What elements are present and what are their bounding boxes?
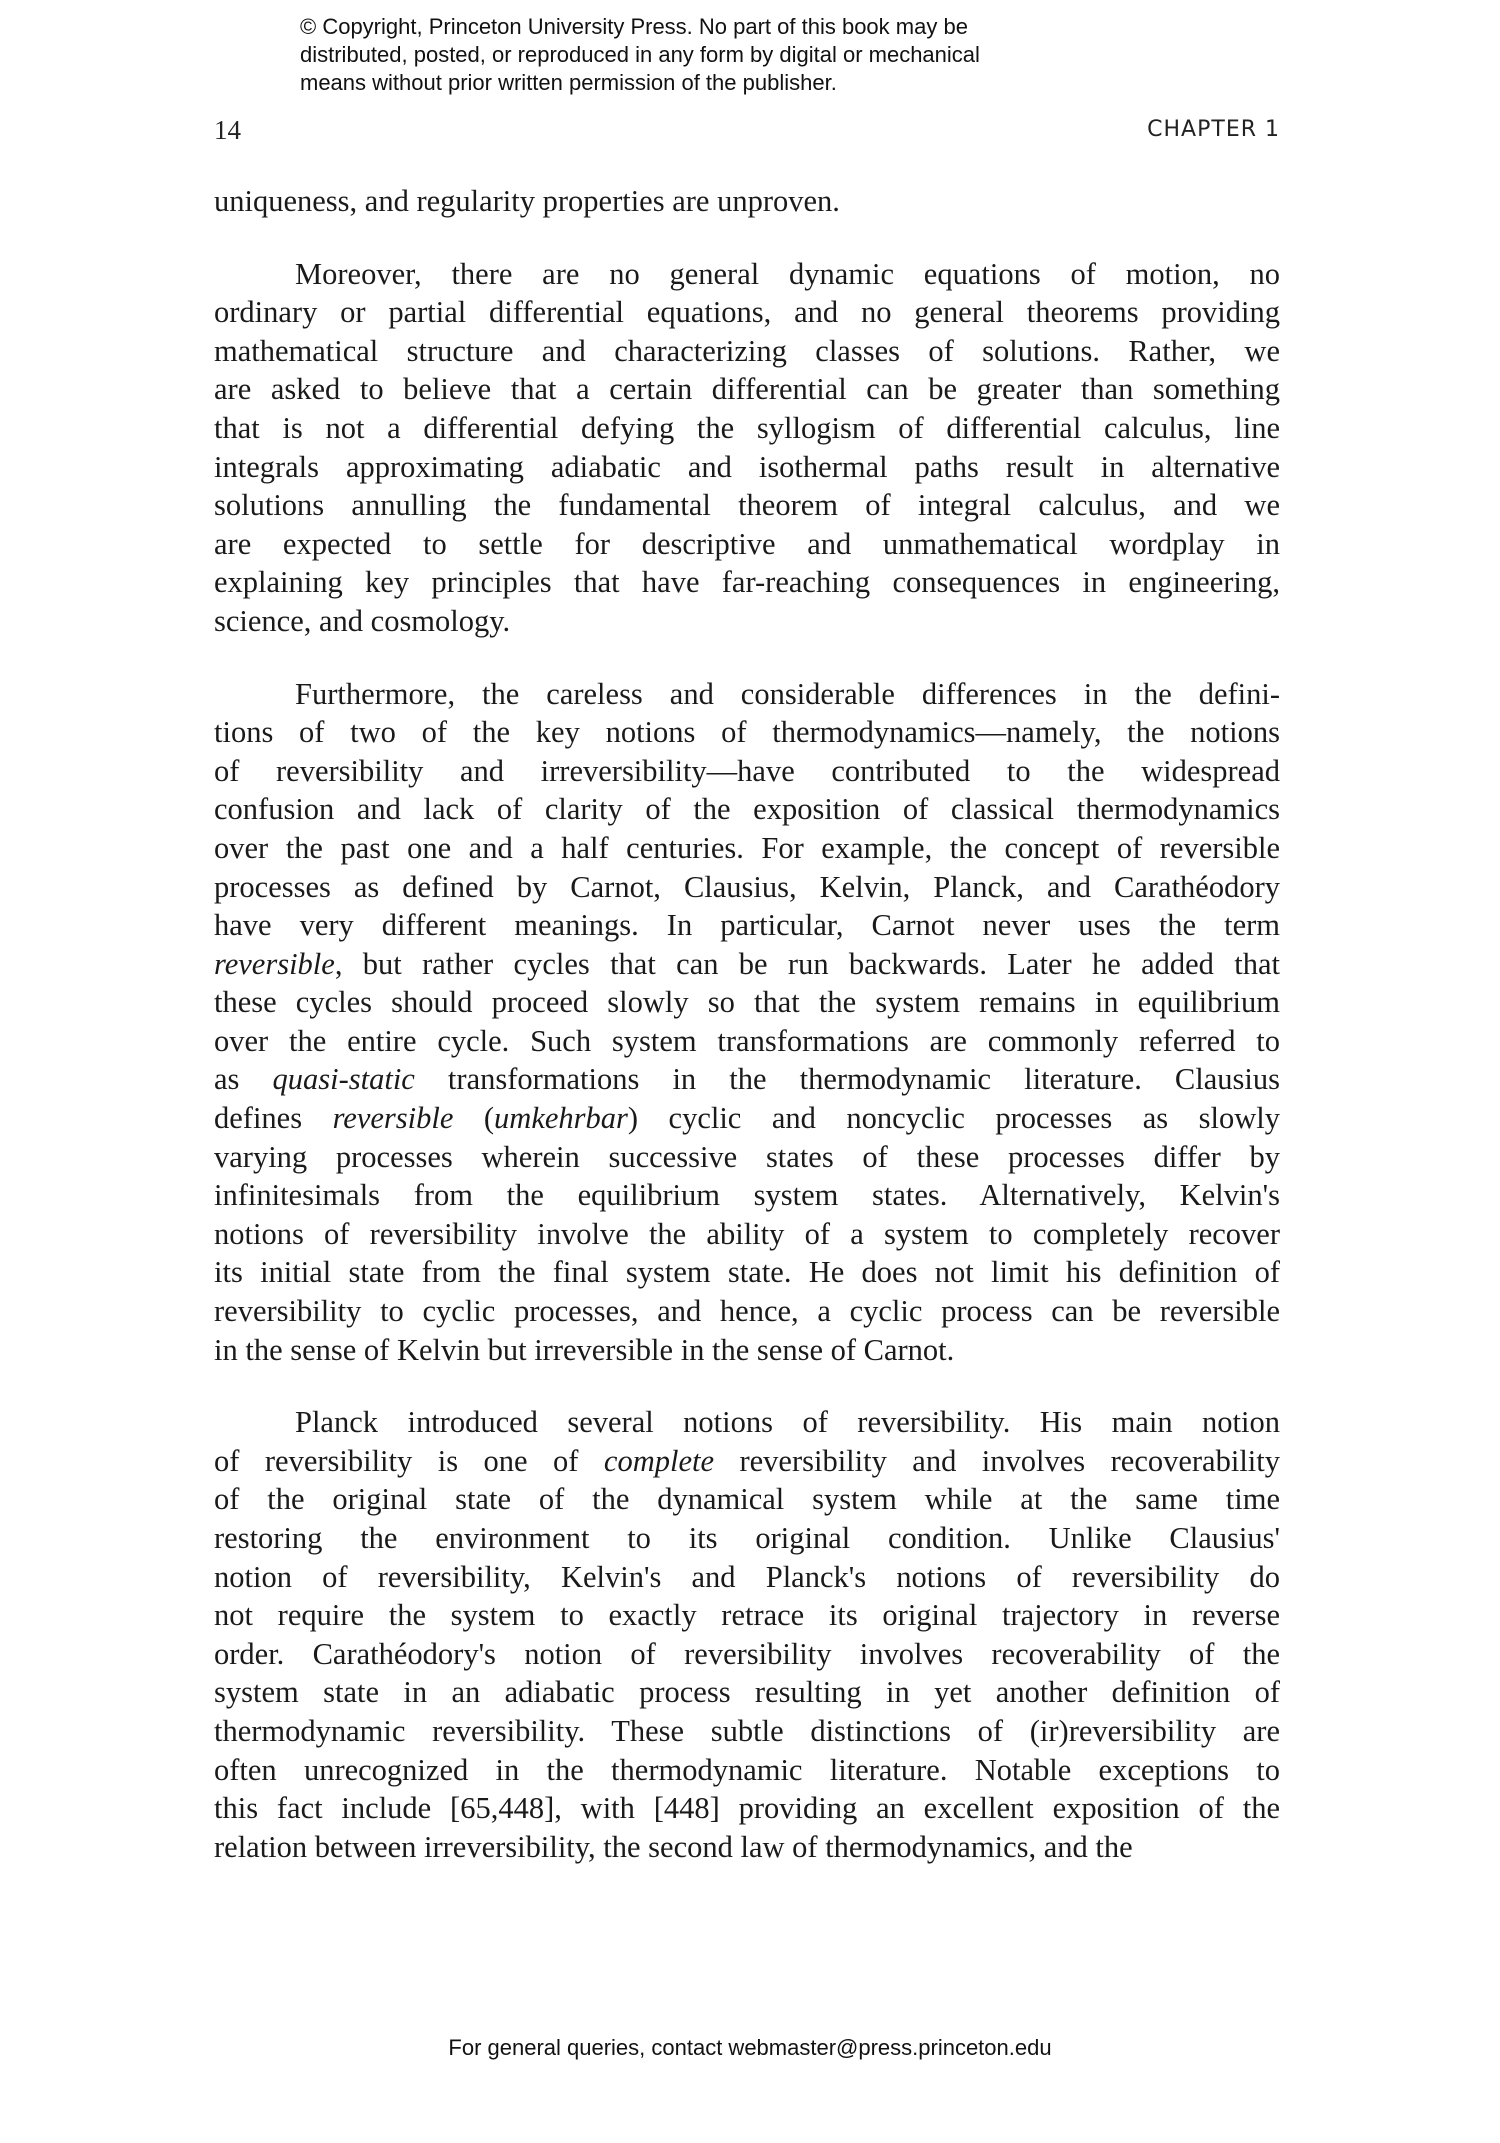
text-line: integrals approximating adiabatic and isothermal paths result in alternative xyxy=(214,449,1280,484)
text-line: processes as defined by Carnot, Clausius, Kelvin, Planck, and Carathéodory xyxy=(214,869,1280,904)
text-line: reversible, but rather cycles that can be run backwards. Later he added that xyxy=(214,946,1280,981)
text-line: uniqueness, and regularity properties are unproven. xyxy=(214,184,840,218)
text-line: over the past one and a half centuries. For example, the concept of reversible xyxy=(214,830,1280,865)
text-line: of reversibility is one of complete reversibility and involves recoverability xyxy=(214,1443,1280,1478)
text-line: solutions annulling the fundamental theorem of integral calculus, and we xyxy=(214,488,1280,523)
paragraph xyxy=(214,675,1280,1370)
text-line: restoring the environment to its original condition. Unlike Clausius' xyxy=(214,1521,1280,1555)
text-line: as quasi-static transformations in the thermodynamic literature. Clausius xyxy=(214,1062,1280,1097)
text-line: defines reversible (umkehrbar) cyclic and noncyclic processes as slowly xyxy=(214,1101,1280,1136)
text-line: this fact include [65,448], with [448] providing an excellent exposition of the xyxy=(214,1791,1280,1826)
text-line: relation between irreversibility, the second law of thermodynamics, and the xyxy=(214,1829,1133,1864)
text-line: ordinary or partial differential equations, and no general theorems providing xyxy=(214,295,1280,330)
text-line: infinitesimals from the equilibrium system states. Alternatively, Kelvin's xyxy=(214,1178,1280,1213)
text-line: are expected to settle for descriptive and unmathematical wordplay in xyxy=(214,526,1280,561)
text-line: science, and cosmology. xyxy=(214,603,511,638)
footer-contact: For general queries, contact webmaster@press.princeton.edu xyxy=(448,2035,1052,2060)
text-line: mathematical structure and characterizing classes of solutions. Rather, we xyxy=(214,333,1280,368)
text-line: thermodynamic reversibility. These subtle distinctions of (ir)reversibility are xyxy=(214,1713,1280,1748)
copyright-notice xyxy=(300,13,1200,97)
copyright-line: © Copyright, Princeton University Press. No part of this book may be xyxy=(300,14,968,39)
text-line: notions of reversibility involve the ability of a system to completely recover xyxy=(214,1216,1280,1251)
text-line: are asked to believe that a certain differential can be greater than something xyxy=(214,372,1280,407)
text-line: order. Carathéodory's notion of reversibility involves recoverability of the xyxy=(214,1636,1280,1671)
paragraph xyxy=(214,255,1280,641)
text-line: varying processes wherein successive states of these processes differ by xyxy=(214,1139,1280,1174)
running-head xyxy=(214,113,1280,153)
text-line: over the entire cycle. Such system transformations are commonly referred to xyxy=(214,1023,1280,1058)
paragraph xyxy=(214,1403,1280,1866)
text-line: tions of two of the key notions of thermodynamics—namely, the notions xyxy=(214,715,1280,750)
text-line: Planck introduced several notions of reversibility. His main notion xyxy=(295,1405,1280,1440)
text-line: in the sense of Kelvin but irreversible in the sense of Carnot. xyxy=(214,1332,955,1367)
text-line: Furthermore, the careless and considerable differences in the defini- xyxy=(295,676,1280,711)
text-line: of the original state of the dynamical system while at the same time xyxy=(214,1482,1280,1517)
page-number: 14 xyxy=(214,115,241,145)
text-line: have very different meanings. In particular, Carnot never uses the term xyxy=(214,908,1280,943)
text-line: that is not a differential defying the syllogism of differential calculus, line xyxy=(214,410,1280,445)
text-line: these cycles should proceed slowly so that the system remains in equilibrium xyxy=(214,985,1280,1020)
text-line: its initial state from the final system state. He does not limit his definition of xyxy=(214,1255,1280,1290)
paragraph xyxy=(214,182,1280,221)
body-text xyxy=(214,182,1280,1900)
text-line: reversibility to cyclic processes, and hence, a cyclic process can be reversible xyxy=(214,1294,1280,1329)
text-line: system state in an adiabatic process resulting in yet another definition of xyxy=(214,1675,1280,1710)
copyright-line: distributed, posted, or reproduced in any form by digital or mechanical xyxy=(300,42,980,67)
text-line: often unrecognized in the thermodynamic literature. Notable exceptions to xyxy=(214,1752,1280,1787)
text-line: notion of reversibility, Kelvin's and Planck's notions of reversibility do xyxy=(214,1559,1280,1594)
chapter-label: CHAPTER 1 xyxy=(1147,117,1280,142)
text-line: Moreover, there are no general dynamic equations of motion, no xyxy=(295,256,1280,291)
text-line: confusion and lack of clarity of the exposition of classical thermodynamics xyxy=(214,792,1280,827)
text-line: of reversibility and irreversibility—have contributed to the widespread xyxy=(214,753,1280,788)
text-line: not require the system to exactly retrace its original trajectory in reverse xyxy=(214,1598,1280,1633)
copyright-line: means without prior written permission of the publisher. xyxy=(300,70,837,95)
text-line: explaining key principles that have far-reaching consequences in engineering, xyxy=(214,565,1280,600)
